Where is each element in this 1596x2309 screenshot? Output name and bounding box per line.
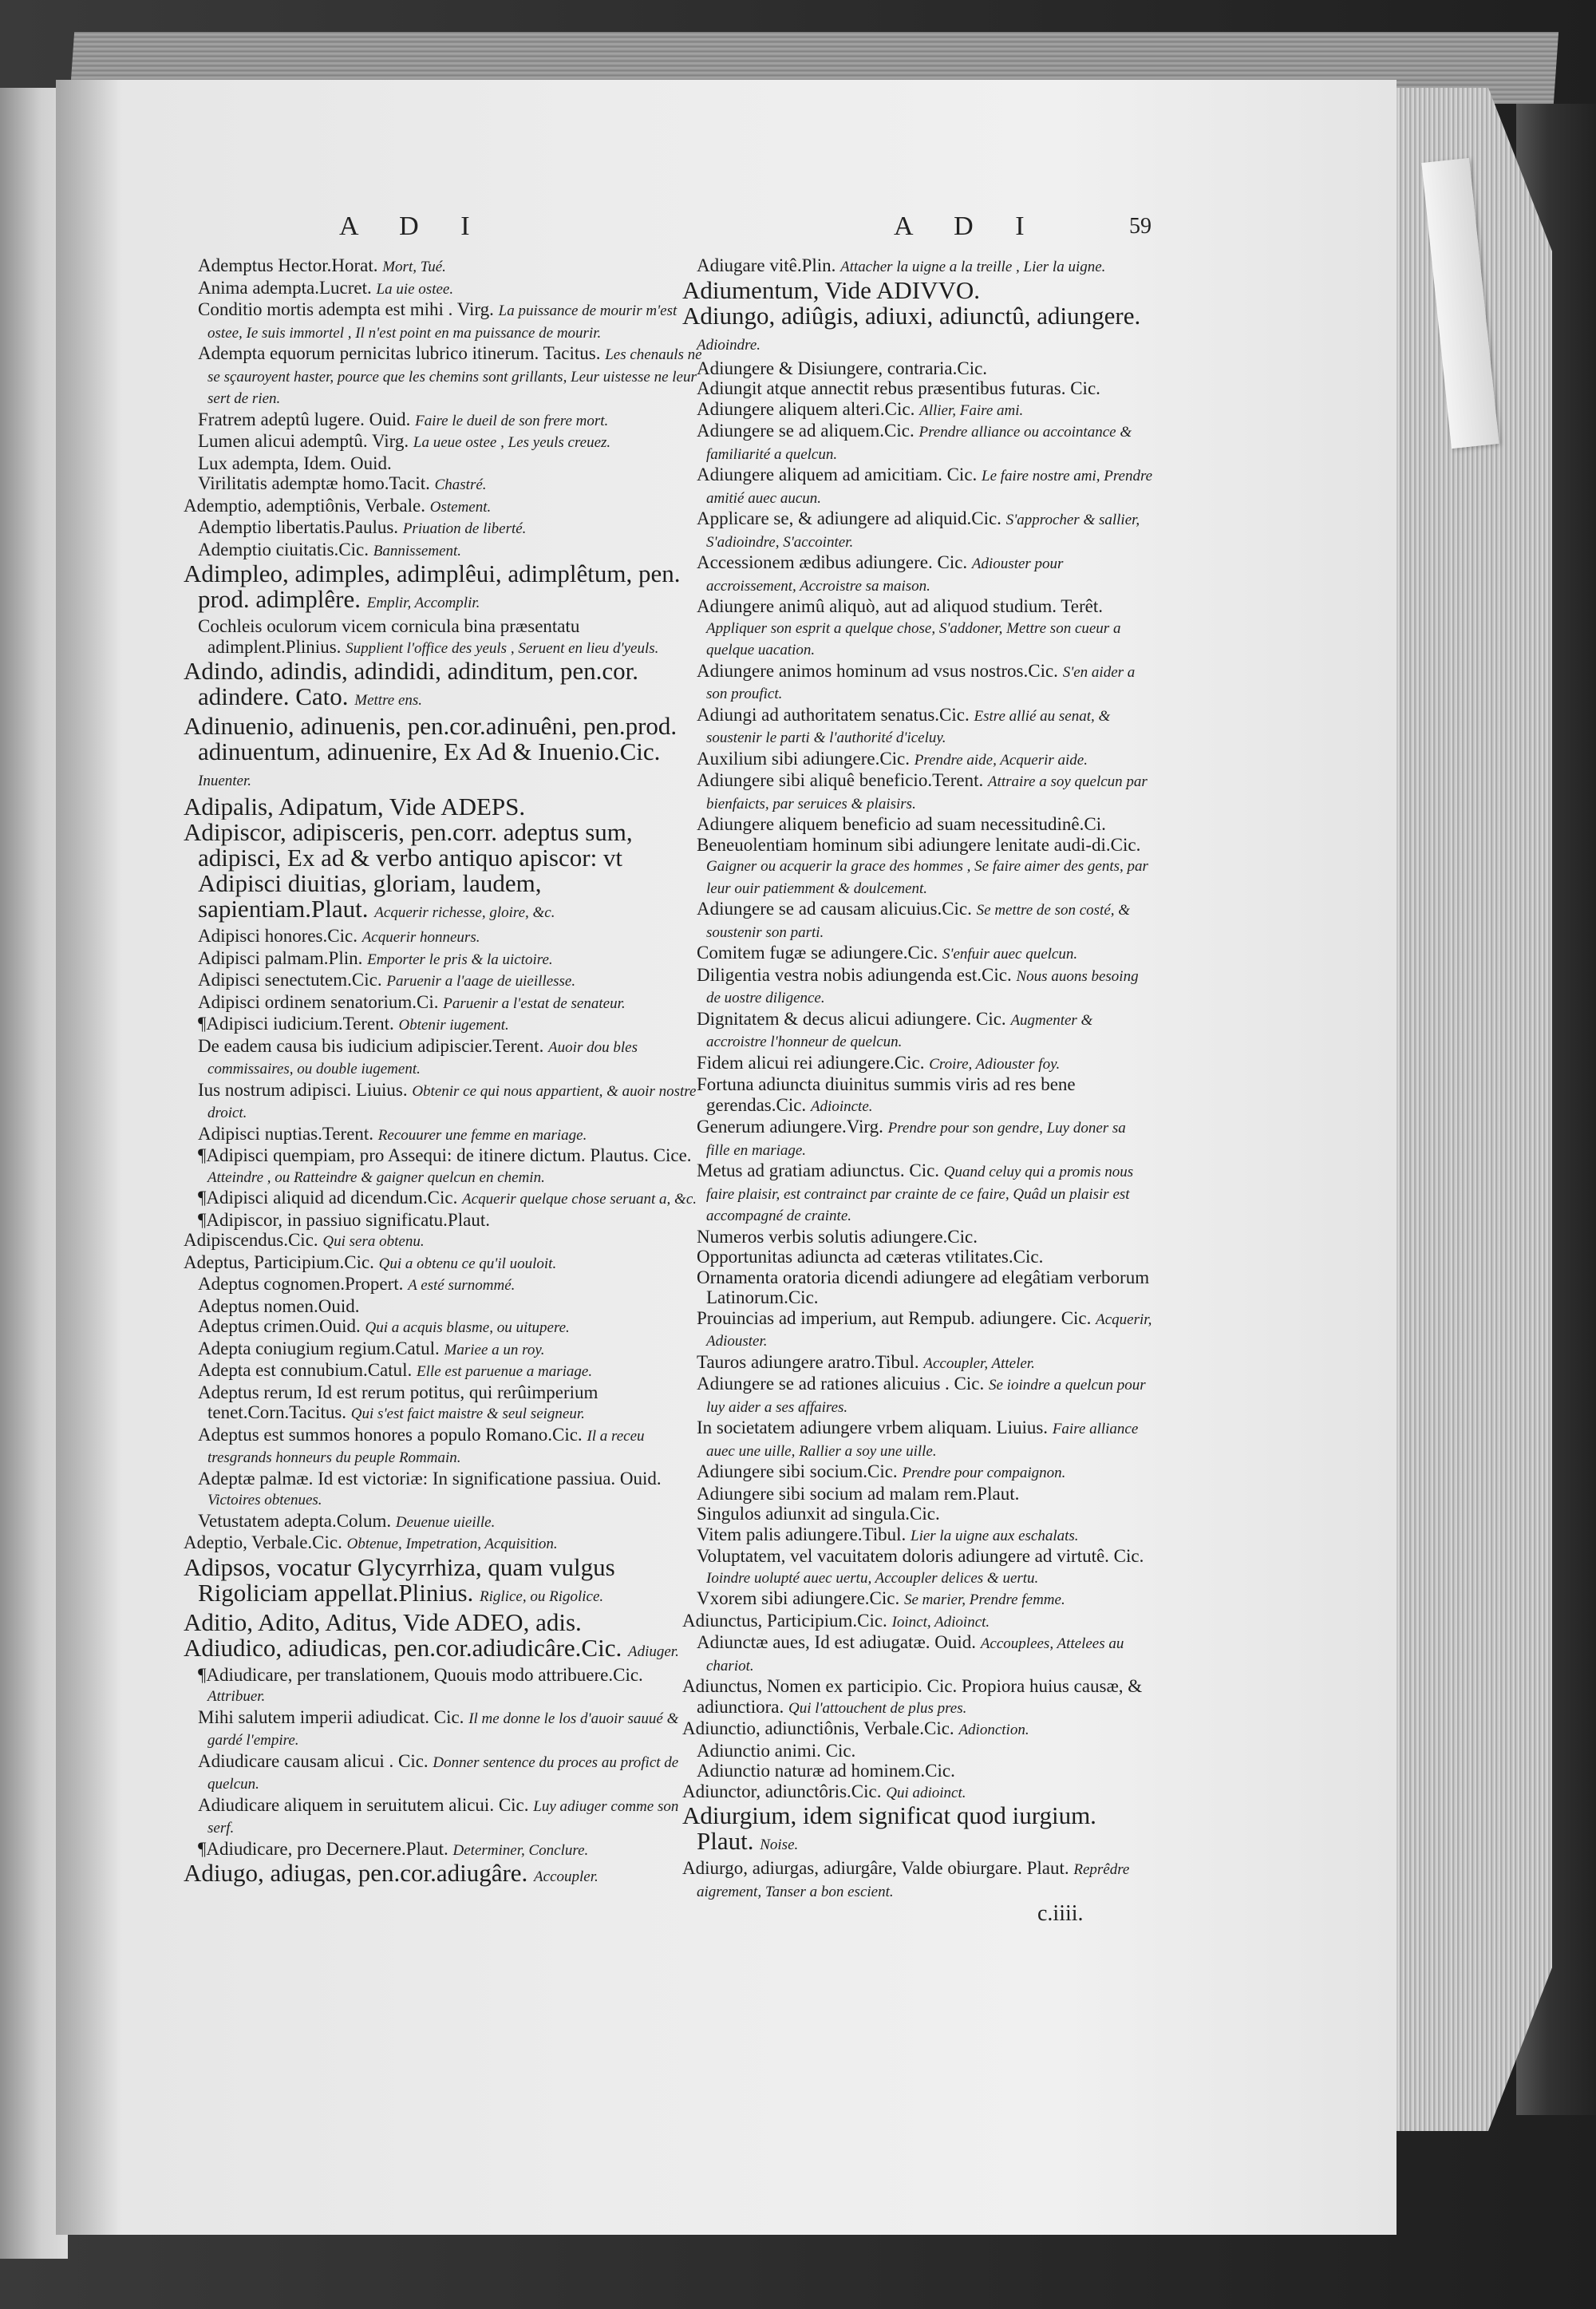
entry-latin: Adipiscor, adipisceris, pen.corr. adeptus sum, adipisci, Ex ad & verbo antiquo apiscor: vt Adipisci diuitias, gloriam, laudem, sapientiam.Plaut. [184,820,633,923]
dictionary-entry [184,1425,702,1469]
entry-french-gloss: Noise. [760,1837,799,1853]
entry-french-gloss: Inuenter. [198,773,252,789]
entry-latin: Adiudicare causam alicui . Cic. [198,1750,429,1771]
entry-french-gloss: La ueue ostee , Les yeuls creuez. [413,434,611,451]
entry-french-gloss: Lier la uigne aux eschalats. [911,1527,1079,1544]
dictionary-entry [184,948,702,971]
entry-latin: Vitem palis adiungere.Tibul. [697,1524,907,1544]
dictionary-entry [184,1360,702,1382]
entry-latin: Dignitatem & decus alicui adiungere. Cic. [697,1008,1006,1029]
entry-latin: Adiungere se ad rationes alicuius . Cic. [697,1374,985,1394]
entry-french-gloss: Il a receu tresgrands honneurs du peuple Rommain. [207,1427,645,1466]
dictionary-entry [184,1751,702,1795]
dictionary-entry [184,496,702,518]
entry-latin: Adindo, adindis, adindidi, adinditum, pen.cor. adindere. Cato. [184,658,638,710]
dictionary-entry [184,1230,702,1252]
entry-latin: Adiunctus, Participium.Cic. [682,1610,887,1631]
dictionary-entry [184,431,702,453]
entry-latin: Vetustatem adepta.Colum. [198,1510,392,1531]
entry-latin: Adeptus cognomen.Propert. [198,1274,404,1294]
dictionary-entry [184,1532,702,1555]
dictionary-entry [184,1124,702,1146]
entry-latin: ¶Adipisci iudicium.Terent. [198,1014,394,1034]
dictionary-entry [184,1252,702,1275]
entry-latin: Adiungi ad authoritatem senatus.Cic. [697,704,970,725]
dictionary-entry [682,358,1153,379]
entry-french-gloss: Les chenauls ne se sçauroyent haster, pource que les chemins sont grillants, Leur uistesse ne leur sert de rien. [207,346,702,407]
entry-french-gloss: Adiouster pour accroissement, Accroistre sa maison. [706,556,1064,595]
dictionary-entry [682,1160,1153,1227]
dictionary-entry [682,770,1153,814]
dictionary-entry [184,409,702,432]
entry-french-gloss: Prendre pour son gendre, Luy doner sa fille en mariage. [706,1120,1126,1159]
entry-french-gloss: Acquerir richesse, gloire, &c. [374,904,555,921]
dictionary-entry [184,1274,702,1296]
dictionary-entry [682,814,1153,835]
dictionary-entry [682,278,1153,303]
dictionary-entry [682,1461,1153,1484]
entry-latin: Adiurgium, idem significat quod iurgium. Plaut. [682,1803,1096,1855]
entry-latin: Fortuna adiuncta diuinitus summis viris ad res bene gerendas.Cic. [697,1074,1076,1115]
dictionary-entry [682,596,1153,661]
entry-latin: ¶Adipisci aliquid ad dicendum.Cic. [198,1188,458,1208]
entry-latin: Mihi salutem imperii adiudicat. Cic. [198,1706,464,1727]
entry-latin: Voluptatem, vel vacuitatem doloris adiungere ad virtutê. Cic. [697,1546,1144,1566]
entry-french-gloss: Se mettre de son costé, & soustenir son parti. [706,902,1131,941]
dictionary-entry [184,453,702,474]
dictionary-entry [184,343,702,409]
dictionary-entry [184,1382,702,1425]
entry-french-gloss: Chastré. [434,476,487,493]
entry-latin: Adimpleo, adimples, adimplêui, adimplêtum, pen. prod. adimplêre. [184,561,681,613]
dictionary-entry [184,820,702,926]
entry-french-gloss: La uie ostee. [376,280,454,298]
entry-latin: Adipalis, Adipatum, Vide ADEPS. [184,794,526,820]
dictionary-entry [682,1484,1153,1504]
entry-latin: Adeptus nomen.Ouid. [198,1295,360,1316]
dictionary-entry [184,1610,702,1635]
entry-latin: Adiudico, adiudicas, pen.cor.adiudicâre.Cic. [184,1635,622,1662]
dictionary-entry [682,1676,1153,1718]
right-column [682,255,1153,1902]
entry-latin: Adipisci nuptias.Terent. [198,1123,374,1144]
entry-latin: Lux adempta, Idem. Ouid. [198,453,392,473]
entry-french-gloss: Reprêdre aigrement, Tanser a bon escient. [697,1861,1130,1900]
dictionary-entry [184,970,702,992]
dictionary-entry [184,1080,702,1124]
entry-french-gloss: Qui s'est faict maistre & seul seigneur. [350,1406,585,1422]
entry-french-gloss: Attribuer. [207,1688,266,1705]
entry-french-gloss: Nous auons besoing de uostre diligence. [706,967,1139,1006]
entry-latin: Adiungere aliquem beneficio ad suam necessitudinê.Ci. [697,814,1106,834]
entry-french-gloss: Ioindre uolupté auec uertu, Accoupler delices & uertu. [706,1569,1039,1587]
entry-latin: Adiudicare aliquem in seruitutem alicui. Cic. [198,1794,529,1815]
running-head-right: A D I [894,212,1042,241]
entry-latin: Anima adempta.Lucret. [198,277,372,298]
dictionary-entry [184,1316,702,1338]
dictionary-entry [184,616,702,658]
entry-latin: Conditio mortis adempta est mihi . Virg. [198,299,494,319]
entry-latin: De eadem causa bis iudicium adipiscier.Terent. [198,1035,544,1056]
entry-french-gloss: Le faire nostre ami, Prendre amitié auec aucun. [706,468,1153,507]
entry-latin: ¶Adiudicare, per translationem, Quouis modo attribuere.Cic. [198,1664,643,1685]
dictionary-entry [184,1795,702,1839]
dictionary-entry [184,517,702,540]
entry-latin: Adiugare vitê.Plin. [697,255,836,275]
entry-latin: Adepta est connubium.Catul. [198,1360,413,1380]
entry-latin: Adiungere se ad aliquem.Cic. [697,421,915,441]
entry-french-gloss: Appliquer son esprit a quelque chose, S'addoner, Mettre son cueur a quelque uacation. [706,619,1121,658]
entry-latin: Adiungit atque annectit rebus præsentibus futuras. Cic. [697,378,1100,398]
entry-french-gloss: Adionction. [958,1722,1029,1738]
dictionary-entry [682,508,1153,552]
entry-french-gloss: Deuenue uieille. [395,1513,496,1531]
entry-latin: Cochleis oculorum vicem cornicula bina præsentatu adimplent.Plinius. [198,616,580,657]
entry-latin: Adempta equorum pernicitas lubrico itinerum. Tacitus. [198,343,601,363]
dictionary-entry [682,399,1153,421]
dictionary-entry [184,1555,702,1610]
dictionary-entry [682,1227,1153,1247]
entry-french-gloss: Riglice, ou Rigolice. [480,1587,604,1605]
entry-latin: Adiunctio, adiunctiônis, Verbale.Cic. [682,1718,954,1738]
entry-french-gloss: Mettre ens. [354,692,423,709]
entry-latin: Fidem alicui rei adiungere.Cic. [697,1052,925,1073]
dictionary-entry [682,303,1153,358]
entry-latin: Diligentia vestra nobis adiungenda est.Cic. [697,964,1012,985]
entry-french-gloss: Qui adioinct. [886,1784,966,1801]
left-column [184,255,702,1890]
dictionary-entry [682,1632,1153,1676]
entry-latin: Adipsos, vocatur Glycyrrhiza, quam vulgus Rigoliciam appellat.Plinius. [184,1554,615,1607]
dictionary-entry [682,1267,1153,1308]
signature-mark: c.iiii. [1037,1901,1084,1926]
entry-french-gloss: Attraire a soy quelcun par bienfaicts, par seruices & plaisirs. [706,773,1148,812]
entry-french-gloss: Elle est paruenue a mariage. [417,1363,593,1380]
dictionary-entry [682,1053,1153,1075]
dictionary-entry [184,926,702,948]
entry-french-gloss: Accoupler. [534,1868,598,1885]
entry-french-gloss: La puissance de mourir m'est ostee, Ie suis immortel , Il n'est point en ma puissance de mourir. [207,302,678,342]
entry-latin: Adipisci honores.Cic. [198,926,358,946]
entry-latin: Aditio, Adito, Aditus, Vide ADEO, adis. [184,1609,582,1635]
entry-french-gloss: Augmenter & accroistre l'honneur de quelcun. [706,1011,1093,1050]
entry-latin: Adiungere se ad causam alicuius.Cic. [697,899,972,919]
entry-latin: Adiungere sibi socium ad malam rem.Plaut. [697,1483,1020,1504]
dictionary-entry [682,1546,1153,1588]
entry-french-gloss: S'approcher & sallier, S'adioindre, S'accointer. [706,512,1140,551]
entry-french-gloss: Donner sentence du proces au profict de quelcun. [207,1753,679,1793]
entry-french-gloss: Ioinct, Adioinct. [891,1613,990,1631]
entry-latin: Adiungere sibi aliquê beneficio.Terent. [697,770,984,790]
entry-french-gloss: Prendre pour compaignon. [902,1465,1066,1481]
entry-french-gloss: Faire alliance auec une uille, Rallier a soy une uille. [706,1421,1139,1460]
dictionary-entry [682,705,1153,749]
running-head-left: A D I [339,212,488,241]
dictionary-entry [682,965,1153,1009]
entry-french-gloss: Adioincte. [810,1097,873,1115]
entry-french-gloss: Qui a acquis blasme, ou uitupere. [365,1319,570,1336]
entry-latin: Ademptio libertatis.Paulus. [198,517,399,537]
entry-latin: Generum adiungere.Virg. [697,1117,883,1137]
dictionary-entry [682,899,1153,943]
entry-french-gloss: Allier, Faire ami. [919,401,1024,419]
entry-latin: Accessionem ædibus adiungere. Cic. [697,552,968,572]
entry-latin: Adiunctio animi. Cic. [697,1740,856,1761]
entry-french-gloss: Auoir dou bles commissaires, ou double iugement. [207,1038,638,1077]
entry-latin: Adepta coniugium regium.Catul. [198,1338,440,1358]
dictionary-entry [184,278,702,300]
entry-french-gloss: Se marier, Prendre femme. [903,1591,1065,1608]
entry-latin: ¶Adiudicare, pro Decernere.Plaut. [198,1838,448,1859]
entry-latin: Vxorem sibi adiungere.Cic. [697,1588,900,1608]
dictionary-entry [682,1308,1153,1352]
entry-french-gloss: Attacher la uigne a la treille , Lier la uigne. [840,259,1106,275]
entry-french-gloss: Qui l'attouchent de plus pres. [788,1699,967,1717]
dictionary-entry [682,749,1153,771]
entry-latin: Adeptæ palmæ. Id est victoriæ: In significatione passiua. Ouid. [198,1468,662,1489]
entry-latin: Auxilium sibi adiungere.Cic. [697,748,911,769]
entry-latin: Applicare se, & adiungere ad aliquid.Cic. [697,508,1001,528]
dictionary-entry [682,1718,1153,1741]
dictionary-entry [184,1635,702,1665]
dictionary-entry [682,1417,1153,1461]
entry-latin: Adiurgo, adiurgas, adiurgâre, Valde obiurgare. Plaut. [682,1858,1069,1878]
dictionary-entry [682,1074,1153,1117]
dictionary-entry [682,1803,1153,1858]
entry-latin: Adiunctus, Nomen ex participio. Cic. Propiora huius causæ, & adiunctiora. [682,1676,1143,1717]
page-number: 59 [1129,214,1152,239]
dictionary-entry [184,1469,702,1511]
dictionary-entry [682,1741,1153,1761]
entry-latin: Metus ad gratiam adiunctus. Cic. [697,1160,940,1180]
dictionary-entry [682,1611,1153,1633]
dictionary-entry [184,1188,702,1210]
entry-latin: Ademptus Hector.Horat. [198,255,378,275]
dictionary-entry [682,1524,1153,1547]
entry-latin: Adiugo, adiugas, pen.cor.adiugâre. [184,1860,528,1887]
dictionary-entry [184,1210,702,1231]
dictionary-entry [682,1352,1153,1374]
entry-latin: Adinuenio, adinuenis, pen.cor.adinuêni, pen.prod. adinuentum, adinuenire, Ex Ad & Inuenio.Cic. [184,714,678,765]
entry-french-gloss: Qui a obtenu ce qu'il uouloit. [378,1255,557,1272]
dictionary-entry [682,1781,1153,1804]
entry-latin: Beneuolentiam hominum sibi adiungere lenitate audi-di.Cic. [697,834,1141,855]
entry-latin: Ademptio, ademptiônis, Verbale. [184,495,425,516]
entry-french-gloss: Acquerir quelque chose seruant a, &c. [462,1191,697,1208]
entry-french-gloss: Obtenir iugement. [398,1017,509,1034]
entry-latin: ¶Adipisci quempiam, pro Assequi: de itinere dictum. Plautus. Cice. [198,1145,692,1165]
entry-french-gloss: Paruenir a l'aage de uieillesse. [386,973,576,990]
entry-latin: Lumen alicui ademptû. Virg. [198,431,409,451]
entry-french-gloss: Supplient l'office des yeuls , Seruent en lieu d'yeuls. [346,639,659,657]
entry-french-gloss: Acquerir honneurs. [361,929,480,946]
entry-latin: Adeptus crimen.Ouid. [198,1316,361,1336]
dictionary-entry [184,540,702,562]
entry-french-gloss: Emporter le pris & la uictoire. [367,951,553,968]
entry-french-gloss: Croire, Adiouster foy. [929,1055,1061,1073]
dictionary-entry [682,835,1153,899]
dictionary-entry [184,561,702,616]
entry-latin: Adeptio, Verbale.Cic. [184,1532,342,1552]
dictionary-entry [184,255,702,278]
entry-french-gloss: Adiuger. [627,1643,679,1660]
entry-french-gloss: Estre allié au senat, & soustenir le parti & l'authorité d'iceluy. [706,707,1111,746]
dictionary-entry [682,1374,1153,1417]
entry-french-gloss: A esté surnommé. [408,1277,516,1294]
entry-french-gloss: Emplir, Accomplir. [366,595,480,611]
dictionary-entry [184,658,702,714]
dictionary-entry [682,1117,1153,1160]
entry-french-gloss: Gaigner ou acquerir la grace des hommes , Se faire aimer des gents, par leur ouir patiemment & doulcement. [706,858,1148,897]
dictionary-entry [682,1761,1153,1781]
entry-french-gloss: Accoupler, Atteler. [923,1354,1035,1372]
dictionary-entry [184,1014,702,1036]
entry-latin: Virilitatis ademptæ homo.Tacit. [198,473,430,493]
dictionary-entry [184,1145,702,1188]
dictionary-entry [184,714,702,794]
entry-latin: Fratrem adeptû lugere. Ouid. [198,409,411,429]
entry-french-gloss: Obtenir ce qui nous appartient, & auoir nostre droict. [207,1082,697,1121]
entry-latin: Adiunctæ aues, Id est adiugatæ. Ouid. [697,1632,977,1652]
entry-latin: Adipiscendus.Cic. [184,1230,318,1250]
entry-french-gloss: Prendre alliance ou accointance & familiarité a quelcun. [706,424,1132,463]
dictionary-entry [682,1588,1153,1611]
dictionary-entry [184,299,702,343]
entry-french-gloss: Prendre aide, Acquerir aide. [914,751,1088,769]
entry-french-gloss: Recouurer une femme en mariage. [377,1126,587,1144]
entry-latin: Adiungere animos hominum ad vsus nostros.Cic. [697,660,1058,681]
entry-latin: Tauros adiungere aratro.Tibul. [697,1351,919,1372]
entry-french-gloss: Luy adiuger comme son serf. [207,1797,679,1837]
dictionary-entry [682,1009,1153,1053]
dictionary-entry [682,1247,1153,1267]
entry-latin: Ius nostrum adipisci. Liuius. [198,1079,408,1100]
entry-latin: Adiungere sibi socium.Cic. [697,1461,898,1481]
dictionary-entry [184,1707,702,1751]
entry-latin: Adeptus est summos honores a populo Romano.Cic. [198,1424,583,1445]
entry-french-gloss: Victoires obtenues. [207,1492,322,1508]
entry-french-gloss: Mort, Tué. [382,259,446,275]
entry-french-gloss: Atteindre , ou Ratteindre & gaigner quelcun en chemin. [207,1168,545,1186]
entry-latin: Adeptus, Participium.Cic. [184,1251,374,1272]
entry-french-gloss: Il me donne le los d'auoir sauué & gardé l'empire. [207,1710,679,1749]
entry-latin: ¶Adipiscor, in passiuo significatu.Plaut. [198,1209,490,1230]
entry-french-gloss: Ostement. [429,498,492,516]
entry-french-gloss: Bannissement. [373,542,462,559]
entry-french-gloss: S'en aider a son proufict. [706,663,1136,702]
entry-latin: Comitem fugæ se adiungere.Cic. [697,943,938,963]
dictionary-entry [184,992,702,1014]
entry-latin: Adiunctio naturæ ad hominem.Cic. [697,1761,955,1781]
dictionary-entry [682,378,1153,399]
dictionary-entry [682,943,1153,965]
dictionary-entry [682,465,1153,508]
dictionary-entry [682,1858,1153,1902]
entry-french-gloss: Acquerir, Adiouster. [706,1311,1152,1350]
entry-latin: Adiunctor, adiunctôris.Cic. [682,1781,882,1801]
dictionary-entry [184,1860,702,1890]
entry-french-gloss: Paruenir a l'estat de senateur. [443,994,626,1012]
entry-latin: Numeros verbis solutis adiungere.Cic. [697,1226,978,1247]
dictionary-entry [682,1504,1153,1524]
dictionary-entry [682,421,1153,465]
entry-french-gloss: Determiner, Conclure. [452,1841,589,1859]
entry-latin: Prouincias ad imperium, aut Rempub. adiungere. Cic. [697,1307,1092,1328]
dictionary-entry [682,255,1153,278]
entry-french-gloss: Priuation de liberté. [402,520,527,537]
dictionary-entry [682,552,1153,596]
dictionary-entry [184,794,702,820]
entry-latin: Adipisci senectutem.Cic. [198,970,382,990]
entry-french-gloss: Obtenue, Impetration, Acquisition. [346,1536,558,1552]
dictionary-entry [682,661,1153,705]
entry-latin: Ornamenta oratoria dicendi adiungere ad elegâtiam verborum Latinorum.Cic. [697,1267,1150,1307]
entry-latin: Opportunitas adiuncta ad cæteras vtilitates.Cic. [697,1247,1044,1267]
dictionary-entry [184,1511,702,1533]
entry-latin: Ademptio ciuitatis.Cic. [198,539,369,559]
entry-french-gloss: Adioindre. [697,336,761,354]
entry-french-gloss: Quand celuy qui a promis nous faire plaisir, est contrainct par crainte de ce faire, Quâd un plaisir est accompagné de crainte. [706,1164,1134,1224]
entry-latin: Adiungere & Disiungere, contraria.Cic. [697,358,988,378]
entry-french-gloss: Mariee a un roy. [444,1341,545,1358]
entry-french-gloss: Qui sera obtenu. [322,1233,425,1250]
entry-latin: Adiumentum, Vide ADIVVO. [682,277,980,303]
entry-latin: Adiungo, adiûgis, adiuxi, adiunctû, adiungere. [682,302,1141,330]
entry-latin: In societatem adiungere vrbem aliquam. Liuius. [697,1417,1049,1437]
dictionary-entry [184,1665,702,1707]
dictionary-entry [184,473,702,496]
entry-latin: Adipisci ordinem senatorium.Ci. [198,991,439,1012]
dictionary-entry [184,1296,702,1317]
entry-french-gloss: Faire le dueil de son frere mort. [415,412,609,429]
dictionary-entry [184,1036,702,1080]
entry-latin: Adiungere aliquem ad amicitiam. Cic. [697,465,978,484]
entry-latin: Adipisci palmam.Plin. [198,947,363,968]
entry-latin: Adiungere aliquem alteri.Cic. [697,398,915,419]
entry-french-gloss: Accouplees, Attelees au chariot. [706,1635,1124,1674]
entry-latin: Adeptus rerum, Id est rerum potitus, qui rerûimperium tenet.Corn.Tacitus. [198,1382,598,1422]
entry-latin: Singulos adiunxit ad singula.Cic. [697,1504,940,1524]
entry-latin: Adiungere animû aliquò, aut ad aliquod studium. Terêt. [697,596,1103,616]
gutter-shadow [56,80,120,2235]
dictionary-entry [184,1839,702,1861]
dictionary-entry [184,1338,702,1361]
entry-french-gloss: Se ioindre a quelcun pour luy aider a ses affaires. [706,1377,1146,1416]
entry-french-gloss: S'enfuir auec quelcun. [942,946,1078,963]
